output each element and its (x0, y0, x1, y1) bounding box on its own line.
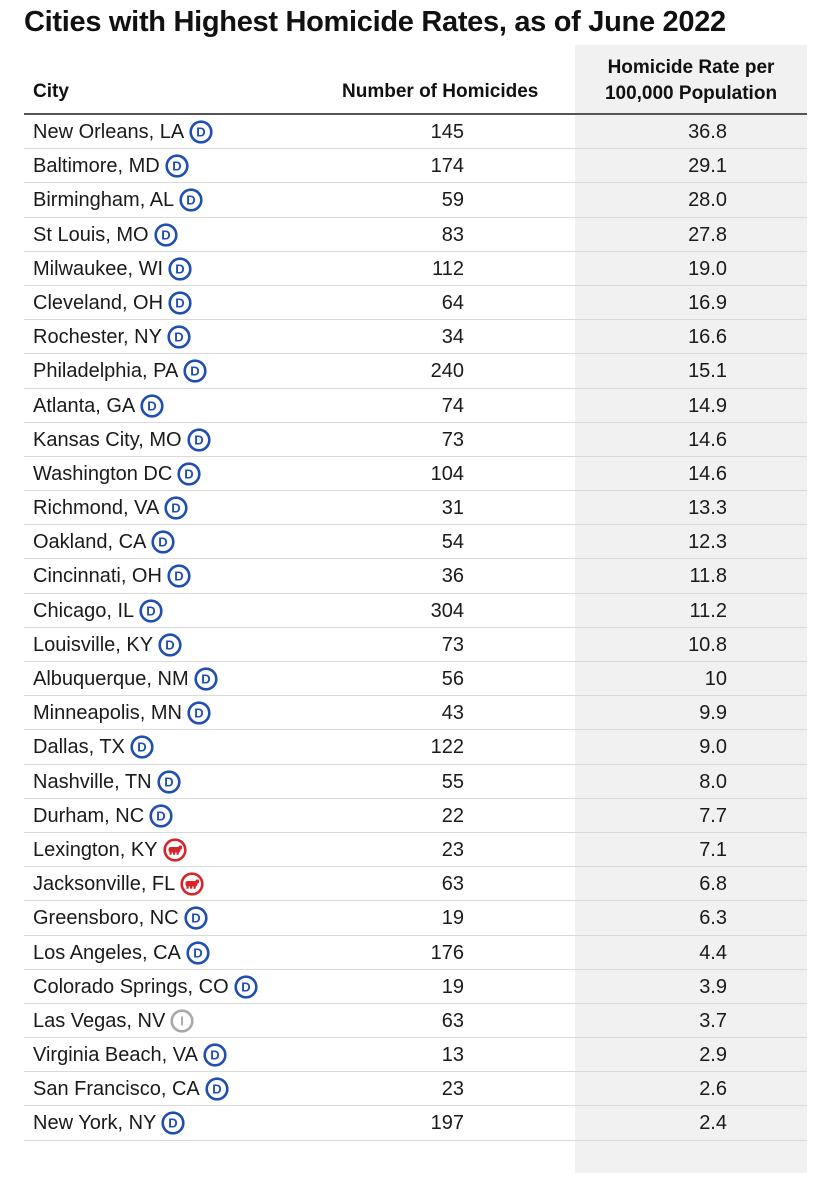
democrat-icon (140, 394, 164, 418)
democrat-icon (154, 223, 178, 247)
svg-text:I: I (180, 1013, 185, 1029)
city-name: Durham, NC (33, 804, 145, 827)
democrat-icon (183, 359, 207, 383)
svg-text:D: D (147, 398, 157, 414)
homicides-cell: 56 (441, 668, 464, 690)
homicides-cell: 64 (441, 291, 464, 314)
svg-text:D: D (193, 945, 203, 961)
svg-text:D: D (137, 739, 147, 755)
homicides-cell: 240 (430, 360, 464, 383)
city-name: Colorado Springs, CO (33, 975, 229, 998)
rate-cell: 3.7 (699, 1009, 727, 1032)
city-name: Cincinnati, OH (33, 565, 162, 588)
democrat-icon (139, 599, 163, 623)
svg-text:D: D (190, 910, 201, 926)
city-name: Greensboro, NC (33, 907, 179, 930)
rate-cell: 9.0 (699, 736, 727, 759)
svg-text:D: D (168, 1116, 179, 1132)
democrat-icon (186, 941, 210, 965)
city-name: Virginia Beach, VA (33, 1044, 198, 1067)
rate-cell: 16.6 (688, 326, 727, 349)
homicides-cell: 176 (430, 941, 464, 964)
rate-cell: 7.7 (699, 804, 727, 827)
homicides-cell: 74 (441, 394, 464, 417)
city-cell (33, 525, 175, 559)
rate-cell: 11.8 (689, 565, 727, 588)
table-row (24, 1106, 807, 1140)
democrat-icon (168, 257, 192, 281)
homicides-cell: 73 (441, 633, 464, 656)
homicides-cell: 43 (441, 702, 464, 725)
city-name: Washington DC (33, 462, 173, 485)
table-row (24, 1038, 807, 1072)
democrat-icon (189, 120, 213, 144)
table-row (24, 423, 807, 457)
city-name: Nashville, TN (33, 770, 152, 793)
city-cell (33, 389, 164, 423)
table-row (24, 594, 807, 628)
header-rate-line-1: Homicide Rate per (607, 57, 775, 78)
homicides-cell: 23 (441, 838, 464, 861)
rate-cell: 28.0 (688, 189, 727, 212)
democrat-icon (234, 975, 258, 999)
table-row (24, 696, 807, 730)
table-row (24, 354, 807, 388)
city-cell (33, 799, 173, 833)
table-row (24, 286, 807, 320)
city-name: New York, NY (33, 1112, 157, 1135)
city-name: Baltimore, MD (33, 155, 160, 178)
table-row (24, 936, 807, 970)
city-name: Atlanta, GA (33, 394, 136, 417)
table-row (24, 662, 807, 696)
rate-cell: 11.2 (689, 599, 727, 622)
city-name: Las Vegas, NV (33, 1009, 166, 1032)
city-cell (33, 559, 191, 593)
homicides-cell: 63 (441, 873, 464, 896)
rate-cell: 29.1 (688, 155, 727, 178)
rate-cell: 10.8 (688, 633, 727, 656)
svg-text:D: D (171, 500, 182, 516)
rate-cell: 36.8 (688, 121, 727, 143)
svg-text:D: D (175, 261, 185, 277)
democrat-icon (157, 770, 181, 794)
homicides-cell: 19 (441, 907, 464, 930)
democrat-icon (161, 1111, 185, 1135)
svg-text:D: D (210, 1047, 220, 1063)
homicides-cell: 31 (441, 497, 464, 520)
democrat-icon (164, 496, 188, 520)
city-cell (33, 730, 154, 764)
table-row (24, 389, 807, 423)
city-name: Kansas City, MO (33, 428, 182, 451)
svg-text:D: D (172, 158, 182, 174)
table-row (24, 970, 807, 1004)
democrat-icon (167, 325, 191, 349)
table-row (24, 457, 807, 491)
table-body (24, 115, 807, 1141)
city-cell (33, 594, 163, 628)
democrat-icon (184, 906, 208, 930)
city-name: Rochester, NY (33, 326, 162, 349)
rate-cell: 2.4 (699, 1112, 727, 1135)
rate-cell: 9.9 (699, 702, 727, 725)
homicides-cell: 174 (430, 155, 464, 178)
city-name: San Francisco, CA (33, 1078, 200, 1101)
independent-icon (170, 1009, 194, 1033)
svg-text:D: D (175, 295, 185, 311)
city-cell (33, 252, 192, 286)
rate-cell: 2.6 (699, 1078, 727, 1101)
svg-text:D: D (200, 671, 211, 687)
table-header (24, 48, 807, 115)
city-cell (33, 491, 188, 525)
svg-text:D: D (212, 1081, 222, 1097)
rate-cell: 14.6 (688, 428, 727, 451)
city-name: Lexington, KY (33, 838, 158, 861)
svg-text:D: D (184, 466, 195, 482)
header-rate-line-2: 100,000 Population (604, 83, 778, 104)
city-name: Cleveland, OH (33, 291, 164, 314)
svg-text:D: D (146, 603, 156, 619)
city-name: Oakland, CA (33, 531, 147, 554)
homicides-cell: 304 (430, 599, 464, 622)
svg-text:D: D (240, 979, 251, 995)
table-row (24, 1004, 807, 1038)
homicides-cell: 19 (441, 975, 464, 998)
table-row (24, 559, 807, 593)
homicides-cell: 54 (441, 531, 464, 554)
city-name: Chicago, IL (33, 599, 135, 622)
homicides-cell: 34 (441, 326, 464, 349)
city-cell (33, 423, 211, 457)
city-cell (33, 1106, 185, 1140)
rate-cell: 6.8 (699, 873, 727, 896)
city-cell (33, 320, 191, 354)
homicides-cell: 83 (441, 223, 464, 246)
svg-text:D: D (165, 637, 175, 653)
city-name: Birmingham, AL (33, 189, 175, 212)
rate-cell: 2.9 (699, 1044, 727, 1067)
city-cell (33, 218, 178, 252)
city-cell (33, 115, 213, 149)
democrat-icon (151, 530, 175, 554)
table-row (24, 320, 807, 354)
homicides-cell: 23 (441, 1078, 464, 1101)
rate-cell: 27.8 (688, 223, 727, 246)
rate-cell: 8.0 (699, 770, 727, 793)
rate-cell: 3.9 (699, 975, 727, 998)
homicides-cell: 122 (430, 736, 464, 759)
city-cell (33, 354, 207, 388)
rate-cell: 14.9 (688, 394, 727, 417)
table-row (24, 799, 807, 833)
rate-cell: 7.1 (699, 838, 727, 861)
city-name: New Orleans, LA (33, 121, 185, 143)
table-row (24, 252, 807, 286)
city-cell (33, 970, 258, 1004)
city-cell (33, 901, 208, 935)
svg-text:D: D (196, 124, 206, 140)
democrat-icon (205, 1077, 229, 1101)
homicides-cell: 55 (441, 770, 464, 793)
city-name: St Louis, MO (33, 223, 149, 246)
city-cell (33, 286, 192, 320)
republican-icon (163, 838, 187, 862)
city-name: Jacksonville, FL (33, 873, 176, 896)
democrat-icon (167, 564, 191, 588)
homicides-cell: 59 (441, 189, 464, 212)
svg-text:D: D (156, 808, 166, 824)
rate-cell: 10 (704, 668, 727, 690)
democrat-icon (187, 701, 211, 725)
city-name: Milwaukee, WI (33, 257, 164, 280)
city-cell (33, 1072, 229, 1106)
republican-icon (180, 872, 204, 896)
header-number-of-homicides: Number of Homicides (342, 81, 539, 102)
democrat-icon (130, 735, 154, 759)
city-cell (33, 867, 204, 901)
city-cell (33, 628, 182, 662)
rate-cell: 4.4 (699, 941, 727, 964)
democrat-icon (179, 188, 203, 212)
svg-text:D: D (160, 227, 171, 243)
city-cell (33, 457, 201, 491)
table-row (24, 628, 807, 662)
homicides-cell: 73 (441, 428, 464, 451)
table-row (24, 149, 807, 183)
table-row (24, 867, 807, 901)
homicides-cell: 22 (441, 804, 464, 827)
table-title: Cities with Highest Homicide Rates, as of June 2022 (24, 6, 726, 38)
table-row (24, 183, 807, 217)
city-cell (33, 765, 181, 799)
city-name: Minneapolis, MN (33, 702, 182, 725)
city-name: Albuquerque, NM (33, 668, 189, 690)
democrat-icon (177, 462, 201, 486)
table-row (24, 115, 807, 149)
homicides-cell: 197 (430, 1112, 464, 1135)
democrat-icon (194, 667, 218, 691)
rate-cell: 15.1 (688, 360, 727, 383)
homicides-cell: 145 (430, 121, 464, 143)
homicides-cell: 112 (432, 257, 464, 280)
svg-text:D: D (174, 329, 184, 345)
table-row (24, 901, 807, 935)
democrat-icon (149, 804, 173, 828)
table-row (24, 833, 807, 867)
rate-cell: 6.3 (699, 907, 727, 930)
rate-cell: 14.6 (688, 462, 727, 485)
city-name: Richmond, VA (33, 497, 160, 520)
city-cell (33, 1004, 194, 1038)
svg-text:D: D (186, 192, 196, 208)
city-name: Los Angeles, CA (33, 941, 181, 964)
democrat-icon (158, 633, 182, 657)
city-cell (33, 1038, 227, 1072)
table-row (24, 1072, 807, 1106)
city-name: Louisville, KY (33, 633, 154, 656)
svg-text:D: D (174, 569, 184, 585)
city-cell (33, 149, 189, 183)
democrat-icon (203, 1043, 227, 1067)
homicides-cell: 104 (430, 462, 464, 485)
header-city: City (33, 81, 69, 102)
democrat-icon (165, 154, 189, 178)
table-row (24, 218, 807, 252)
rate-cell: 13.3 (688, 497, 727, 520)
table-row (24, 765, 807, 799)
democrat-icon (168, 291, 192, 315)
city-name: Philadelphia, PA (33, 360, 179, 383)
svg-text:D: D (163, 774, 174, 790)
democrat-icon (187, 428, 211, 452)
rate-cell: 12.3 (688, 531, 727, 554)
table-row (24, 525, 807, 559)
city-cell (33, 696, 211, 730)
city-cell (33, 936, 210, 970)
rate-cell: 19.0 (688, 257, 727, 280)
homicides-cell: 13 (441, 1044, 464, 1067)
table-row (24, 730, 807, 764)
homicides-cell: 63 (441, 1009, 464, 1032)
header-homicide-rate (584, 55, 798, 107)
svg-text:D: D (193, 432, 204, 448)
svg-text:D: D (194, 705, 204, 721)
rate-cell: 16.9 (688, 291, 727, 314)
city-cell (33, 833, 187, 867)
table-row (24, 491, 807, 525)
svg-text:D: D (190, 363, 200, 379)
homicides-cell: 36 (441, 565, 464, 588)
city-cell (33, 183, 203, 217)
svg-text:D: D (158, 534, 169, 550)
city-cell (33, 662, 218, 696)
city-name: Dallas, TX (33, 736, 125, 759)
